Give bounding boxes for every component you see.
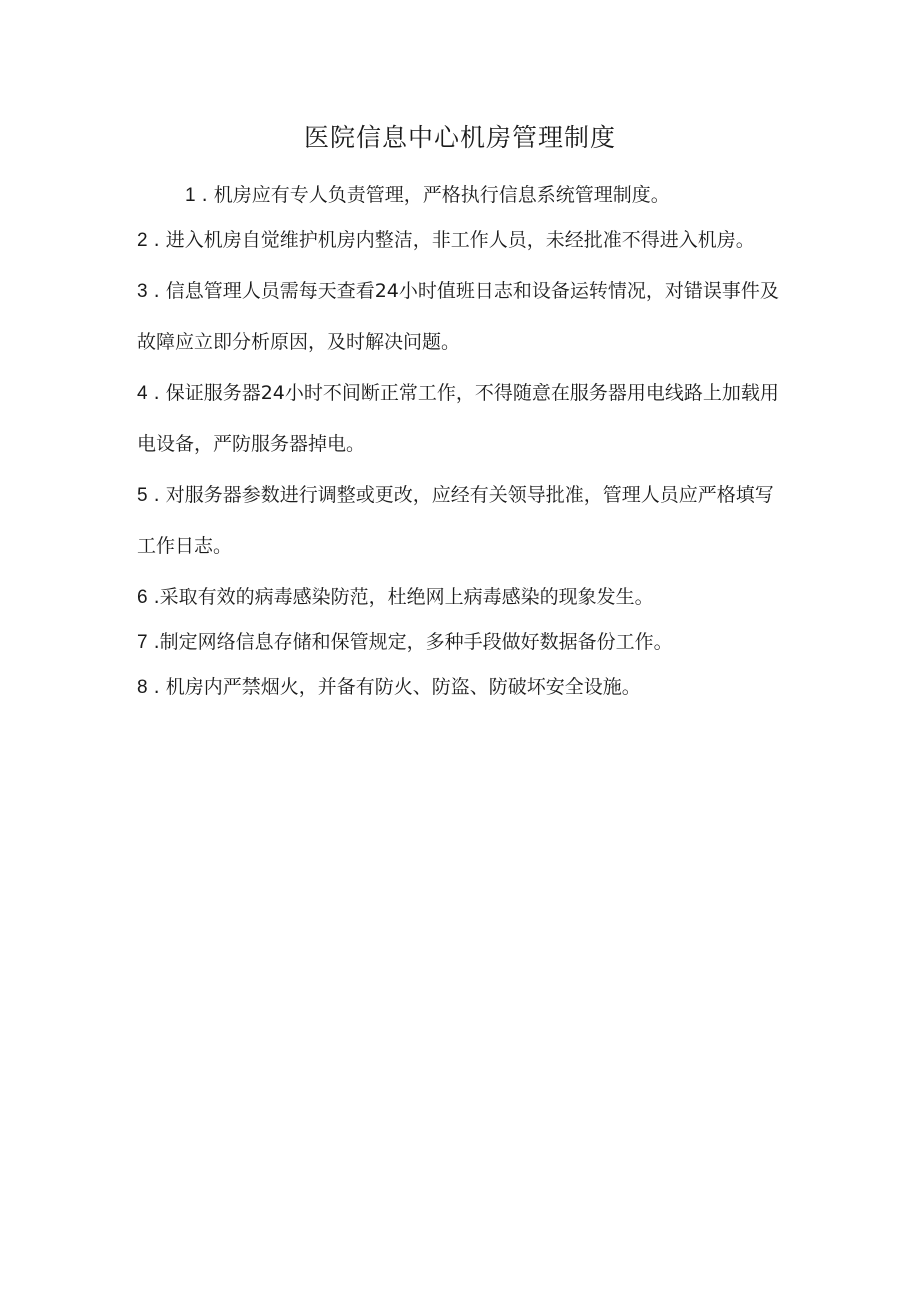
rule-text: 机房内严禁烟火，并备有防火、防盗、防破坏安全设施。 bbox=[165, 676, 641, 698]
rule-number: 7 bbox=[137, 632, 148, 653]
rule-item-7 bbox=[137, 617, 787, 668]
rule-text: 进入机房自觉维护机房内整洁，非工作人员，未经批准不得进入机房。 bbox=[165, 229, 755, 251]
rule-separator: . bbox=[195, 184, 214, 206]
rules-list bbox=[137, 170, 787, 707]
rule-text: 机房应有专人负责管理，严格执行信息系统管理制度。 bbox=[213, 184, 670, 206]
rule-separator: . bbox=[147, 382, 166, 404]
rule-item-4 bbox=[137, 368, 787, 470]
rule-separator: . bbox=[147, 484, 166, 506]
rule-separator: . bbox=[147, 586, 160, 608]
rule-number: 6 bbox=[137, 587, 148, 608]
rule-number: 8 bbox=[137, 677, 148, 698]
rule-number: 3 bbox=[137, 281, 148, 302]
rule-separator: . bbox=[147, 631, 160, 653]
rule-number: 2 bbox=[137, 230, 148, 251]
rule-text: 对服务器参数进行调整或更改，应经有关领导批准，管理人员应严格填写工作日志。 bbox=[137, 484, 774, 557]
rule-text: 制定网络信息存储和保管规定，多种手段做好数据备份工作。 bbox=[159, 631, 673, 653]
rule-separator: . bbox=[147, 229, 166, 251]
rule-number: 4 bbox=[137, 383, 148, 404]
rule-separator: . bbox=[147, 676, 166, 698]
rule-item-2 bbox=[137, 215, 787, 266]
rule-item-5 bbox=[137, 470, 787, 572]
rule-item-1 bbox=[137, 170, 787, 221]
rule-number: 1 bbox=[185, 185, 196, 206]
rule-item-6 bbox=[137, 572, 787, 623]
rule-text: 保证服务器24小时不间断正常工作，不得随意在服务器用电线路上加载用电设备，严防服务器掉电。 bbox=[137, 382, 779, 455]
rule-number: 5 bbox=[137, 485, 148, 506]
rule-text: 信息管理人员需每天查看24小时值班日志和设备运转情况，对错误事件及故障应立即分析原因，及时解决问题。 bbox=[137, 280, 779, 353]
rule-item-3 bbox=[137, 266, 787, 368]
rule-text: 采取有效的病毒感染防范，杜绝网上病毒感染的现象发生。 bbox=[159, 586, 654, 608]
document-title: 医院信息中心机房管理制度 bbox=[303, 123, 616, 152]
rule-separator: . bbox=[147, 280, 166, 302]
rule-item-8 bbox=[137, 662, 787, 713]
